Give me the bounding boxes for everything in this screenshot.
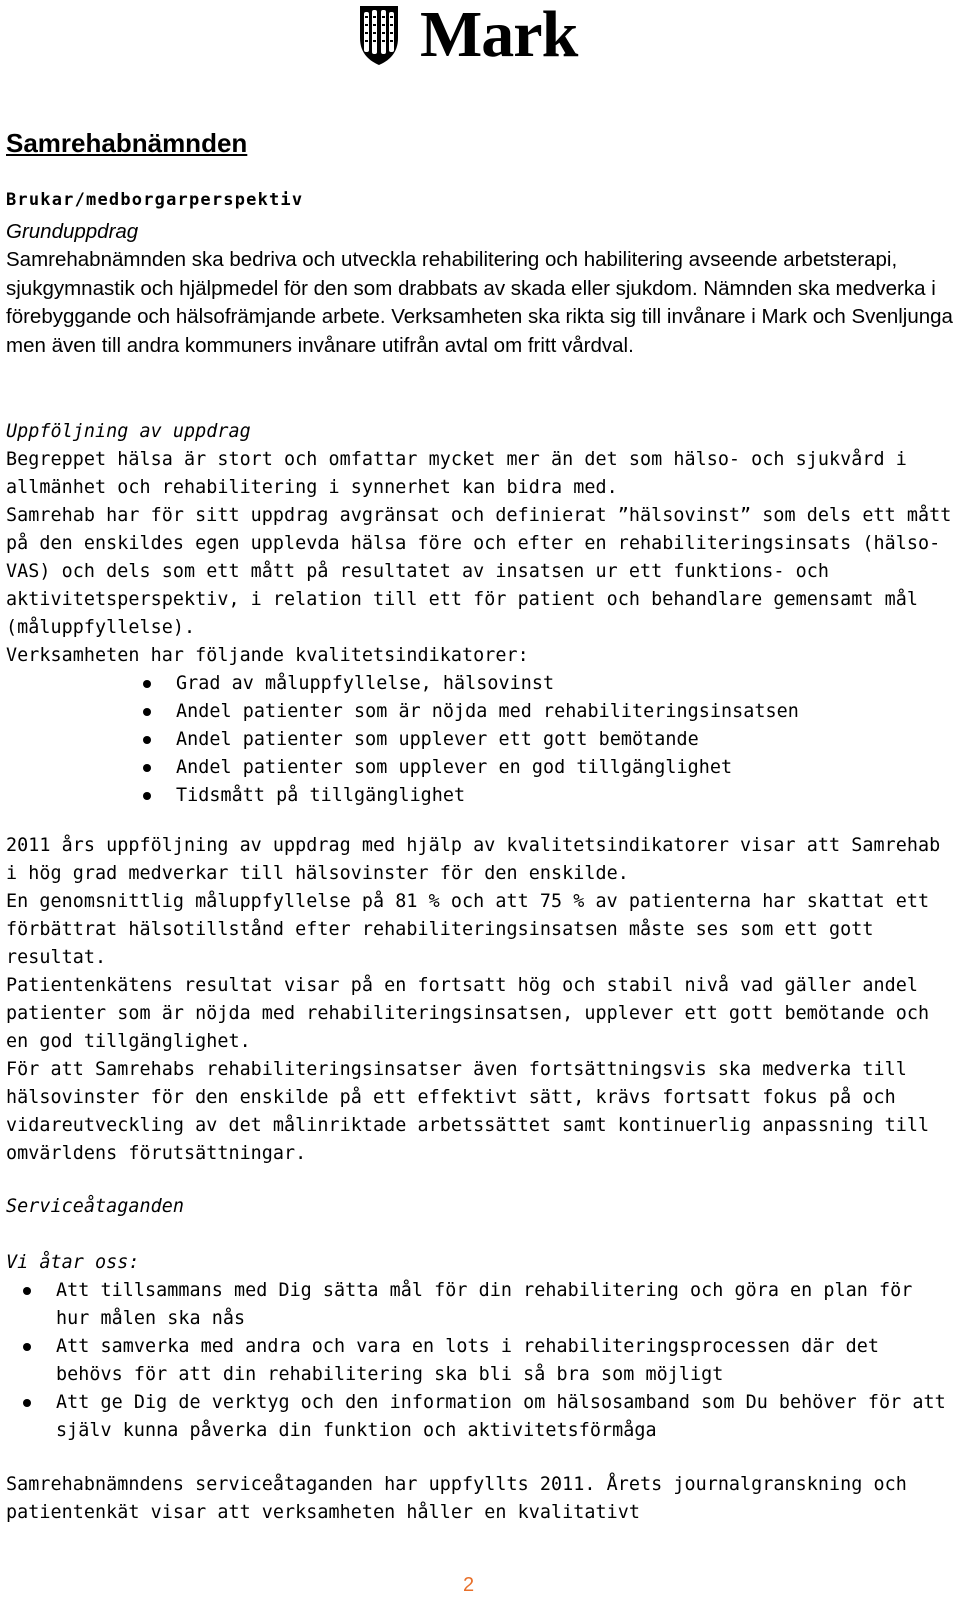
list-item: Att tillsammans med Dig sätta mål för din rehabilitering och göra en plan för hur målen ska nås	[6, 1277, 956, 1333]
grunduppdrag-text: Samrehabnämnden ska bedriva och utveckla rehabilitering och habilitering avseende arbetsterapi, sjukgymnastik och hjälpmedel för den som drabbats av skada eller sjukdom. Nämnden ska medverka i förebyggande och hälsofrämjande arbete. Verksamheten ska rikta sig till invånare i Mark och Svenljunga men även till andra kommuners invånare utifrån avtal om fritt vårdval.	[6, 248, 953, 357]
service-list	[6, 1277, 956, 1445]
list-item: Andel patienter som upplever ett gott bemötande	[6, 726, 956, 754]
paragraph: Verksamheten har följande kvalitetsindikatorer:	[6, 645, 529, 666]
list-item: Grad av måluppfyllelse, hälsovinst	[6, 670, 956, 698]
document-title: Samrehabnämnden	[6, 128, 248, 158]
service-closing: Samrehabnämndens serviceåtaganden har uppfyllts 2011. Årets journalgranskning och patientenkät visar att verksamheten håller en kvalitativt	[6, 1474, 907, 1523]
paragraph: 2011 års uppföljning av uppdrag med hjälp av kvalitetsindikatorer visar att Samrehab i hög grad medverkar till hälsovinster för den enskilde.	[6, 835, 941, 884]
municipality-logo	[358, 0, 578, 71]
list-item: Andel patienter som är nöjda med rehabiliteringsinsatsen	[6, 698, 956, 726]
paragraph: En genomsnittlig måluppfyllelse på 81 % och att 75 % av patienterna har skattat ett förbättrat hälsotillstånd efter rehabiliteringsinsatsen måste ses som ett gott resultat.	[6, 891, 930, 968]
indicator-list	[6, 670, 956, 810]
uppfoljning-heading: Uppföljning av uppdrag	[6, 421, 251, 442]
paragraph: Patientenkätens resultat visar på en fortsatt hög och stabil nivå vad gäller andel patienter som är nöjda med rehabiliteringsinsatsen, upplever ett gott bemötande och en god tillgänglighet.	[6, 975, 930, 1052]
results-body	[6, 832, 956, 1168]
paragraph: För att Samrehabs rehabiliteringsinsatser även fortsättningsvis ska medverka till hälsovinster för den enskilde på ett effektivt sätt, krävs fortsatt fokus på och vidareutveckling av det målinriktade arbetssättet samt kontinuerlig anpassning till omvärldens förutsättningar.	[6, 1059, 930, 1164]
service-heading: Serviceåtaganden	[6, 1196, 184, 1217]
list-item: Att ge Dig de verktyg och den information om hälsosamband som Du behöver för att själv kunna påverka din funktion och aktivitetsförmåga	[6, 1389, 956, 1445]
logo-text: Mark	[420, 0, 578, 71]
list-item: Tidsmått på tillgänglighet	[6, 782, 956, 810]
list-item: Att samverka med andra och vara en lots i rehabiliteringsprocessen där det behövs för att din rehabilitering ska bli så bra som möjligt	[6, 1333, 956, 1389]
grunduppdrag-heading: Grunduppdrag	[6, 220, 139, 243]
section-heading: Brukar/medborgarperspektiv	[6, 190, 304, 210]
service-intro: Vi åtar oss:	[6, 1252, 140, 1273]
paragraph: Samrehab har för sitt uppdrag avgränsat och definierat ”hälsovinst” som dels ett mått på den enskildes egen upplevda hälsa före och efter en rehabiliteringsinsats (hälso-VAS) och dels som ett mått på resultatet av insatsen ur ett funktions- och aktivitetsperspektiv, i relation till ett för patient och behandlare gemensamt mål (måluppfyllelse).	[6, 505, 952, 638]
list-item: Andel patienter som upplever en god tillgänglighet	[6, 754, 956, 782]
page-number: 2	[463, 1574, 475, 1596]
paragraph: Begreppet hälsa är stort och omfattar mycket mer än det som hälso- och sjukvård i allmänhet och rehabilitering i synnerhet kan bidra med.	[6, 449, 907, 498]
coat-of-arms-icon	[358, 4, 400, 66]
uppfoljning-body	[6, 446, 956, 810]
